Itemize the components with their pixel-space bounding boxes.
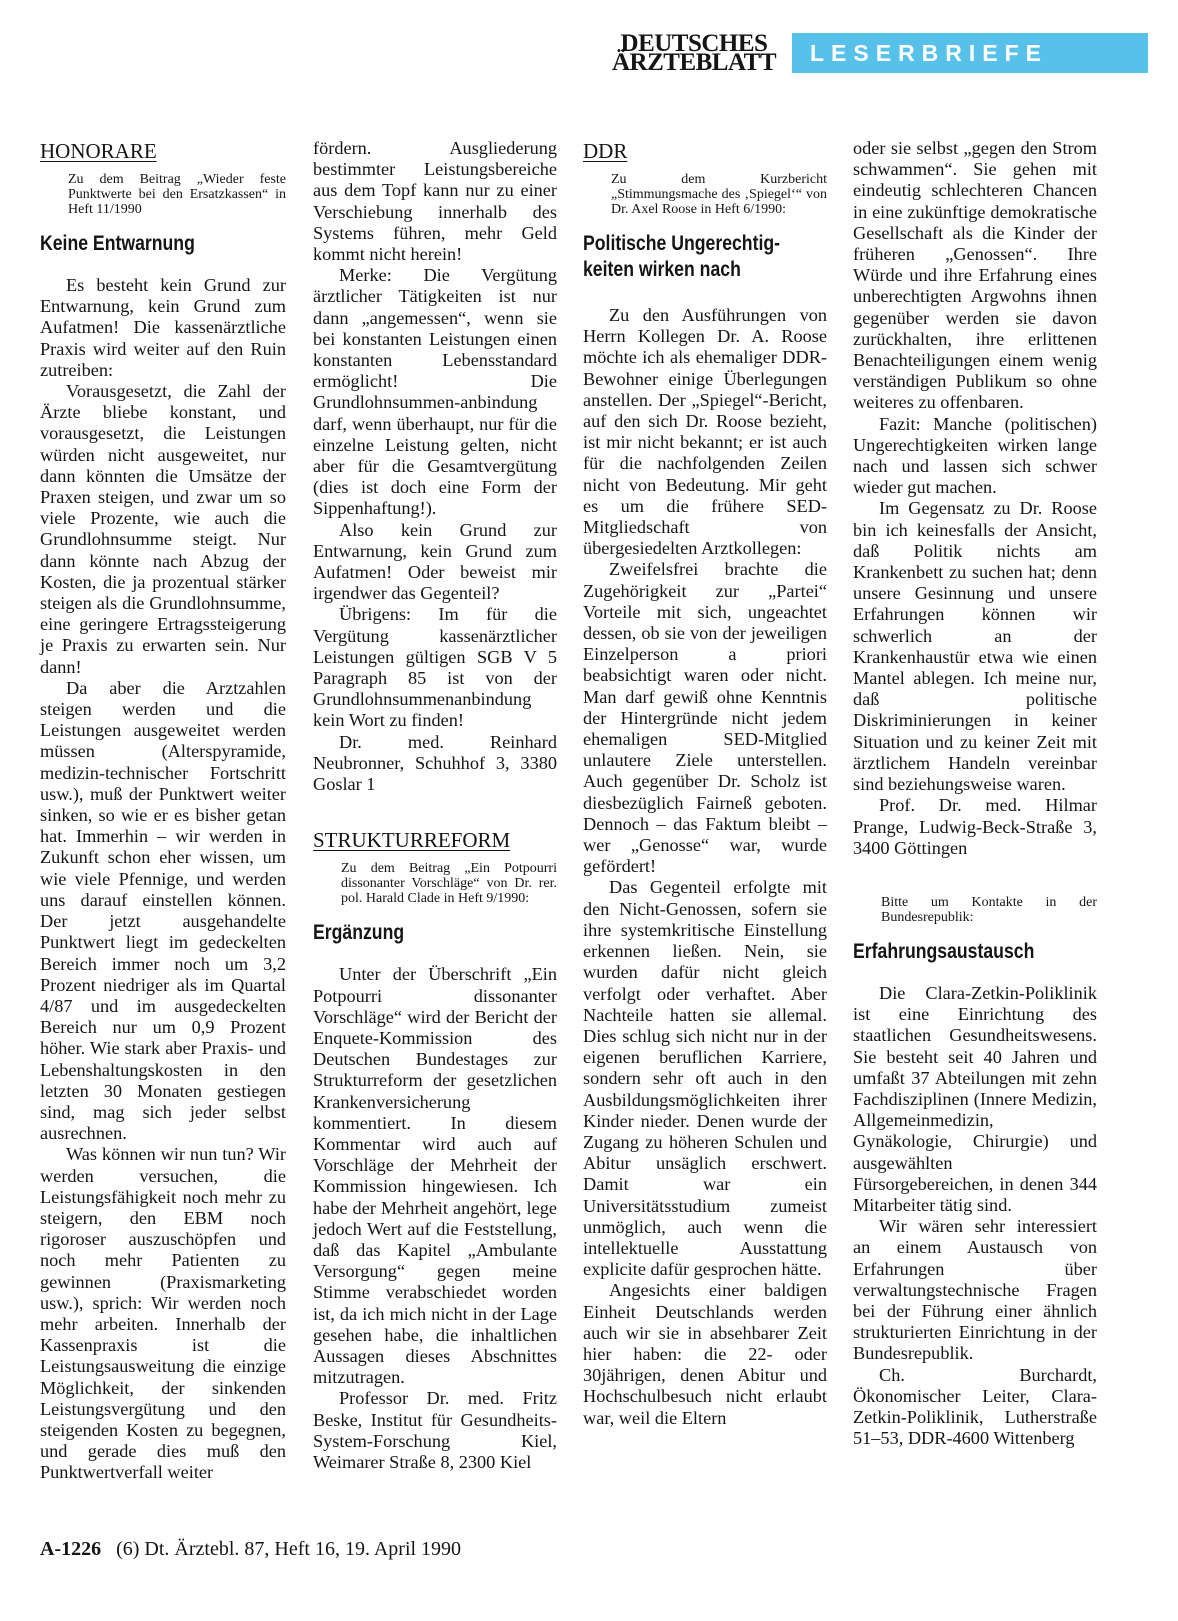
reference-note: Zu dem Beitrag „Wieder feste Punktwerte bei den Ersatzkassen“ in Heft 11/1990 xyxy=(68,172,286,217)
letter-paragraph: Im Gegensatz zu Dr. Roose bin ich keinesfalls der Ansicht, daß Politik nichts am Krankenbett zu suchen hat; denn unsere Gesinnung und unsere Erfahrungen können wir schwerlich an der Krankenhaustür etwa wie einen Mantel ablegen. Ich meine nur, daß politische Diskriminierungen in keiner Situation und zu keiner Zeit mit ärztlichem Handeln vereinbar sind beziehungsweise waren. xyxy=(853,498,1097,795)
column-3 xyxy=(583,138,827,1429)
journal-title-line2: ÄRZTEBLATT xyxy=(611,49,777,76)
column-2 xyxy=(313,138,557,1473)
letter-paragraph: Merke: Die Vergütung ärztlicher Tätigkeiten ist nur dann „angemessen“, wenn sie bei konstanten Leistungen einen konstanten Lebensstandard ermöglicht! Die Grundlohnsummen-anbindung darf, wenn überhaupt, nur für die einzelne Leistung gelten, nicht aber für die Gesamtvergütung (dies ist doch eine Form der Sippenhaftung!). xyxy=(313,265,557,519)
section-banner: LESERBRIEFE xyxy=(792,33,1148,73)
topic-label: STRUKTURREFORM xyxy=(313,828,511,853)
letter-headline: Erfahrungsaustausch xyxy=(853,939,1035,963)
letter-paragraph: fördern. Ausgliederung bestimmter Leistungsbereiche aus dem Topf kann nur zu einer Verschiebung innerhalb des Systems führen, mehr Geld kommt nicht herein! xyxy=(313,138,557,265)
letter-paragraph: oder sie selbst „gegen den Strom schwammen“. Sie gehen mit eindeutig schlechteren Chancen in eine zukünftige demokratische Gesellschaft als die Kinder der früheren „Genossen“. Ihre Würde und ihre Erfahrung eines unberechtigten Argwohns ihnen gegenüber werden sie davon zurückhalten, ihre erlittenen Benachteiligungen einem wenig verständigen Publikum so ohne weiteres zu offenbaren. xyxy=(853,138,1097,413)
letter-paragraph: Vorausgesetzt, die Zahl der Ärzte bliebe konstant, und vorausgesetzt, die Leistungen würden nicht ausgeweitet, nur dann könnten die Umsätze der Praxen steigen, und zwar um so viele Prozente, wie auch die Grundlohnsumme steigt. Nur dann könnte nach Abzug der Kosten, die ja prozentual stärker steigen als die Grundlohnsumme, eine geringere Ertragssteigerung je Praxis zu erwarten sein. Nur dann! xyxy=(40,381,286,677)
letter-paragraph: Unter der Überschrift „Ein Potpourri dissonanter Vorschläge“ wird der Bericht der Enquete-Kommission des Deutschen Bundestages zur Strukturreform der gesetzlichen Krankenversicherung kommentiert. In diesem Kommentar wird auch auf Vorschläge der Mehrheit der Kommission hingewiesen. Ich habe der Mehrheit angehört, lege jedoch Wert auf die Feststellung, daß das Kapitel „Ambulante Versorgung“ gegen meine Stimme verabschiedet worden ist, da ich mich nicht in der Lage gesehen habe, die inhaltlichen Aussagen dieses Abschnittes mitzutragen. xyxy=(313,964,557,1388)
letter-headline: Keine Entwarnung xyxy=(40,232,195,255)
letter-paragraph: Zu den Ausführungen von Herrn Kollegen Dr. A. Roose möchte ich als ehemaliger DDR-Bewohner einige Überlegungen anstellen. Der „Spiegel“-Bericht, auf den sich Dr. Roose bezieht, ist mir nicht bekannt; er ist auch für die nachfolgenden Zeilen nicht von Bedeutung. Mir geht es um die frühere SED-Mitgliedschaft von übergesiedelten Arztkollegen: xyxy=(583,305,827,559)
letter-paragraph: Übrigens: Im für die Vergütung kassenärztlicher Leistungen gültigen SGB V 5 Paragraph 85 ist von der Grundlohnsummenanbindung kein Wort zu finden! xyxy=(313,604,557,731)
topic-label: DDR xyxy=(583,139,628,163)
reference-note: Bitte um Kontakte in der Bundesrepublik: xyxy=(881,894,1097,925)
reference-note: Zu dem Beitrag „Ein Potpourri dissonanter Vorschläge“ von Dr. rer. pol. Harald Clade in Heft 9/1990: xyxy=(341,861,557,907)
column-1 xyxy=(40,138,286,1484)
letter-paragraph: Es besteht kein Grund zur Entwarnung, kein Grund zum Aufatmen! Die kassenärztliche Praxis wird weiter auf den Ruin zutreiben: xyxy=(40,275,286,380)
letter-paragraph: Wir wären sehr interessiert an einem Austausch von Erfahrungen über verwaltungstechnische Fragen bei der Führung einer ähnlich strukturierten Einrichtung in der Bundesrepublik. xyxy=(853,1216,1097,1364)
letter-headline xyxy=(583,231,788,283)
letter-paragraph: Also kein Grund zur Entwarnung, kein Grund zum Aufatmen! Oder beweist mir irgendwer das Gegenteil? xyxy=(313,519,557,604)
letter-paragraph: Zweifelsfrei brachte die Zugehörigkeit zur „Partei“ Vorteile mit sich, ungeachtet dessen, ob sie von der jeweiligen Einzelperson a priori beabsichtigt waren oder nicht. Man darf gewiß ohne Kenntnis der Hintergründe nicht jedem ehemaligen SED-Mitglied unlautere Ziele unterstellen. Auch gegenüber Dr. Scholz ist diesbezüglich Fairneß geboten. Dennoch – das Faktum bleibt – wer „Genosse“ war, wurde gefördert! xyxy=(583,559,827,877)
letter-paragraph: Was können wir nun tun? Wir werden versuchen, die Leistungsfähigkeit noch mehr zu steigern, den EBM noch rigoroser auszuschöpfen und noch mehr Patienten zu gewinnen (Praxismarketing usw.), sprich: Wir werden noch mehr arbeiten. Innerhalb der Kassenpraxis ist die Leistungsausweitung die einzige Möglichkeit, der sinkenden Leistungsvergütung und den steigenden Kosten zu begegnen, und gerade dies muß den Punktwertverfall weiter xyxy=(40,1144,286,1483)
page-footer xyxy=(40,1538,461,1561)
letter-signature: Professor Dr. med. Fritz Beske, Institut für Gesundheits-System-Forschung Kiel, Weimarer Straße 8, 2300 Kiel xyxy=(313,1388,557,1472)
letter-paragraph: Das Gegenteil erfolgte mit den Nicht-Genossen, sofern sie ihre systemkritische Einstellung erkennen ließen. Nein, sie wurden dafür nicht gleich verfolgt oder verhaftet. Aber Nachteile hatten sie allemal. Dies schlug sich nicht nur in der eigenen beruflichen Karriere, sondern sehr oft auch in den Ausbildungsmöglichkeiten ihrer Kinder nieder. Denen wurde der Zugang zu höheren Schulen und Abitur unsäglich erschwert. Damit war ein Universitätsstudium zumeist unmöglich, auch wenn die intellektuelle Ausstattung explicite dafür gesprochen hätte. xyxy=(583,877,827,1280)
letter-headline-line: keiten wirken nach xyxy=(583,258,741,281)
letter-signature: Dr. med. Reinhard Neubronner, Schuhhof 3, 3380 Goslar 1 xyxy=(313,731,557,795)
column-4 xyxy=(853,138,1097,1449)
reference-note: Zu dem Kurzbericht „Stimmungsmache des ‚Spiegel‘“ von Dr. Axel Roose in Heft 6/1990: xyxy=(611,172,827,217)
letter-paragraph: Fazit: Manche (politischen) Ungerechtigkeiten wirken lange nach und lassen sich schwer wieder gut machen. xyxy=(853,413,1097,498)
letter-paragraph: Da aber die Arztzahlen steigen werden und die Leistungen ausgeweitet werden müssen (Alterspyramide, medizin-technischer Fortschritt usw.), muß der Punktwert weiter sinken, so wie er es bisher getan hat. Immerhin – wir werden in Zukunft schon eher wissen, um wie viele Pfennige, und werden uns darauf einstellen können. Der jetzt ausgehandelte Punktwert liegt im gedeckelten Bereich immer noch um 3,2 Prozent niedriger als im Quartal 4/87 und im ausgedeckelten Bereich nur um 0,9 Prozent höher. Wie stark aber Praxis- und Lebenshaltungskosten in den letzten 30 Monaten gestiegen sind, mag sich jeder selbst ausrechnen. xyxy=(40,677,286,1144)
letter-signature: Ch. Burchardt, Ökonomischer Leiter, Clara-Zetkin-Poliklinik, Lutherstraße 51–53, DDR-4600 Wittenberg xyxy=(853,1364,1097,1449)
citation: (6) Dt. Ärztebl. 87, Heft 16, 19. April 1990 xyxy=(116,1538,462,1560)
journal-title-line1: DEUTSCHES xyxy=(620,30,768,57)
letter-signature: Prof. Dr. med. Hilmar Prange, Ludwig-Beck-Straße 3, 3400 Göttingen xyxy=(853,795,1097,858)
letter-paragraph: Angesichts einer baldigen Einheit Deutschlands werden auch wir sie in absehbarer Zeit hier haben: die 22- oder 30jährigen, denen Abitur und Hochschulbesuch nicht erlaubt war, weil die Eltern xyxy=(583,1280,827,1428)
journal-title xyxy=(606,30,782,76)
topic-label: HONORARE xyxy=(40,139,157,163)
page-code: A-1226 xyxy=(40,1538,102,1560)
letter-headline: Ergänzung xyxy=(313,921,405,945)
letter-headline-line: Politische Ungerechtig- xyxy=(583,232,781,255)
letter-paragraph: Die Clara-Zetkin-Poliklinik ist eine Einrichtung des staatlichen Gesundheitswesens. Sie besteht seit 40 Jahren und umfaßt 37 Abteilungen mit zehn Fachdisziplinen (Innere Medizin, Allgemeinmedizin, Gynäkologie, Chirurgie) und ausgewählten Fürsorgebereichen, in denen 344 Mitarbeiter tätig sind. xyxy=(853,982,1097,1215)
